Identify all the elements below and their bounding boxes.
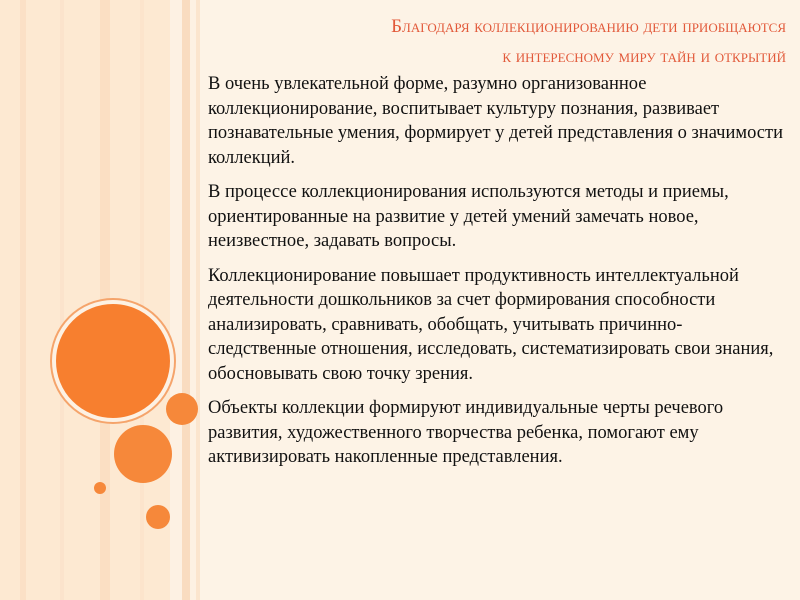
paragraph-3: Коллекционирование повышает продуктивность интеллектуальной деятельности дошкольников за счет формирования способности анализировать, сравнивать, обобщать, учитывать причинно-следственные отношения, исследовать, систематизировать свои знания, обосновывать свою точку зрения. <box>208 265 774 384</box>
decor-circle-large <box>52 300 174 422</box>
paragraph-2: В процессе коллекционирования используются методы и приемы, ориентированные на развитие у детей умений замечать новое, неизвестное, задавать вопросы. <box>208 182 729 251</box>
title-line-2: к интересному миру тайн и открытий <box>502 46 786 67</box>
decor-circle-small <box>146 505 170 529</box>
title-line-1: Благодаря коллекционированию дети приобщаются <box>391 16 786 37</box>
decor-stripe <box>20 0 26 600</box>
slide-title <box>391 12 786 72</box>
decor-circle-tiny <box>94 482 106 494</box>
decor-stripe <box>182 0 190 600</box>
decor-stripe <box>140 0 144 600</box>
decor-stripe <box>60 0 64 600</box>
slide-body <box>208 72 783 480</box>
paragraph-4: Объекты коллекции формируют индивидуальные черты речевого развития, художественного творчества ребенка, помогают ему активизировать накопленные представления. <box>208 398 724 467</box>
decor-circle-small <box>166 393 198 425</box>
decor-circle-medium <box>114 425 172 483</box>
paragraph-1: В очень увлекательной форме, разумно организованное коллекционирование, воспитывает культуру познания, развивает познавательные умения, формирует у детей представления о значимости коллекций. <box>208 74 783 168</box>
